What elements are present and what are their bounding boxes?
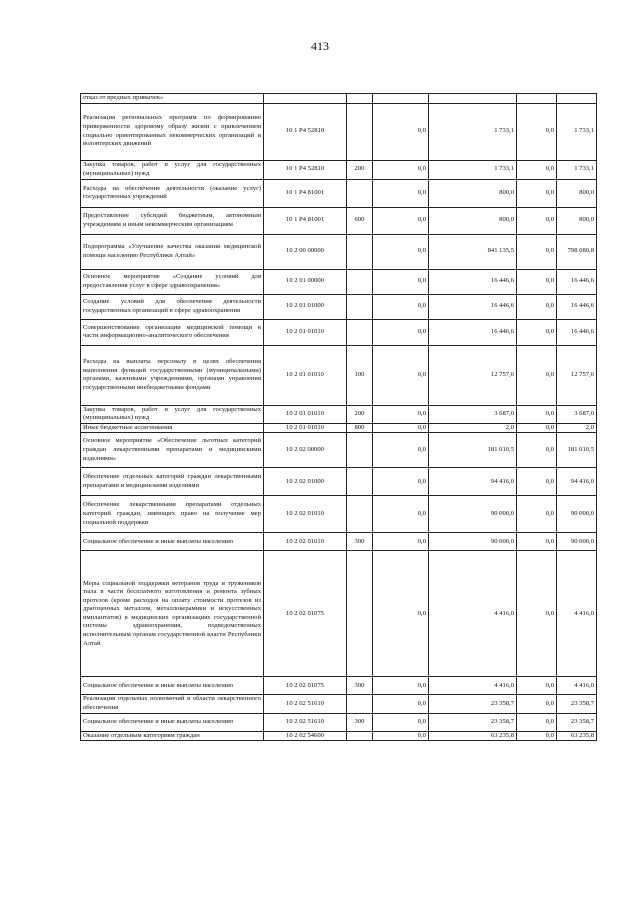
target-code-cell: 10 2 01 01000 (264, 294, 347, 319)
target-code-cell: 10 2 02 54600 (264, 731, 347, 741)
expense-name-cell: Основное мероприятие «Создание условий для предоставления услуг в сфере здравоохранения» (81, 269, 264, 294)
expense-type-cell: 200 (347, 405, 373, 423)
amount-cell: 16 446,6 (557, 269, 597, 294)
target-code-cell: 10 1 Р4 52810 (264, 103, 347, 160)
amount-cell: 63 235,8 (557, 731, 597, 741)
expense-type-cell: 300 (347, 677, 373, 695)
amount-cell: 0,0 (517, 345, 557, 405)
expense-name-cell: Создание условий для обеспечения деятельности государственных организаций в сфере здравоохранения (81, 294, 264, 319)
amount-cell: 0,0 (373, 551, 429, 677)
amount-cell: 90 000,0 (429, 533, 517, 551)
target-code-cell (264, 94, 347, 104)
table-body (81, 94, 597, 741)
expense-name-cell: Закупка товаров, работ и услуг для государственных (муниципальных) нужд (81, 405, 264, 423)
amount-cell: 0,0 (373, 533, 429, 551)
amount-cell: 4 416,0 (557, 677, 597, 695)
amount-cell: 0,0 (517, 677, 557, 695)
amount-cell: 23 358,7 (557, 713, 597, 731)
target-code-cell: 10 2 01 01010 (264, 345, 347, 405)
expense-type-cell: 200 (347, 160, 373, 179)
amount-cell: 800,0 (429, 179, 517, 207)
table-row (81, 160, 597, 179)
amount-cell: 90 000,0 (557, 533, 597, 551)
amount-cell: 0,0 (373, 713, 429, 731)
target-code-cell: 10 2 02 01010 (264, 533, 347, 551)
amount-cell: 16 446,6 (557, 294, 597, 319)
amount-cell: 798 080,8 (557, 234, 597, 269)
amount-cell: 16 446,6 (429, 319, 517, 345)
table-row (81, 294, 597, 319)
expense-type-cell (347, 695, 373, 713)
target-code-cell: 10 2 01 01010 (264, 405, 347, 423)
amount-cell: 94 416,0 (429, 468, 517, 496)
expense-name-cell: Реализация региональных программ по формированию приверженности здоровому образу жизни с привлечением социально ориентированных некоммерческих организаций и волонтерских движений (81, 103, 264, 160)
amount-cell: 23 358,7 (429, 695, 517, 713)
amount-cell: 1 733,1 (557, 103, 597, 160)
expense-type-cell (347, 433, 373, 468)
expense-name-cell: Расходы на обеспечение деятельности (оказание услуг) государственных учреждений (81, 179, 264, 207)
amount-cell: 0,0 (373, 160, 429, 179)
amount-cell: 4 416,0 (429, 677, 517, 695)
amount-cell: 0,0 (517, 207, 557, 234)
expense-type-cell (347, 103, 373, 160)
amount-cell: 0,0 (517, 269, 557, 294)
amount-cell: 0,0 (373, 468, 429, 496)
expense-name-cell: Основное мероприятие «Обеспечение льготных категорий граждан лекарственными препаратами и медицинскими изделиями» (81, 433, 264, 468)
expense-type-cell (347, 319, 373, 345)
target-code-cell: 10 2 01 01010 (264, 319, 347, 345)
table-row (81, 269, 597, 294)
expense-name-cell: Предоставление субсидий бюджетным, автономным учреждениям и иным некоммерческим организациям (81, 207, 264, 234)
table-row (81, 533, 597, 551)
target-code-cell: 10 2 01 01010 (264, 423, 347, 433)
amount-cell: 181 010,5 (429, 433, 517, 468)
expense-type-cell: 300 (347, 533, 373, 551)
table-row (81, 179, 597, 207)
table-row (81, 423, 597, 433)
amount-cell: 181 010,5 (557, 433, 597, 468)
expense-name-cell: отказ от вредных привычек» (81, 94, 264, 104)
table-row (81, 731, 597, 741)
amount-cell: 0,0 (517, 160, 557, 179)
amount-cell: 0,0 (373, 677, 429, 695)
amount-cell: 1 733,1 (429, 160, 517, 179)
amount-cell: 90 000,0 (429, 496, 517, 533)
amount-cell: 0,0 (517, 468, 557, 496)
expense-name-cell: Расходы на выплаты персоналу в целях обеспечения выполнения функций государственными (муниципальными) органами, казенными учреждениями, органами управления государственными внебюджетными фондами (81, 345, 264, 405)
amount-cell: 3 687,0 (557, 405, 597, 423)
amount-cell: 0,0 (517, 713, 557, 731)
expense-name-cell: Совершенствование организации медицинской помощи в части информационно-аналитического обеспечения (81, 319, 264, 345)
expense-name-cell: Иные бюджетные ассигнования (81, 423, 264, 433)
expense-type-cell (347, 269, 373, 294)
amount-cell: 800,0 (557, 207, 597, 234)
amount-cell: 23 358,7 (429, 713, 517, 731)
target-code-cell: 10 2 02 01075 (264, 551, 347, 677)
expense-type-cell (347, 468, 373, 496)
amount-cell: 12 757,6 (429, 345, 517, 405)
target-code-cell: 10 2 02 51610 (264, 713, 347, 731)
amount-cell: 0,0 (373, 695, 429, 713)
amount-cell: 0,0 (517, 405, 557, 423)
table-row (81, 94, 597, 104)
amount-cell: 0,0 (517, 179, 557, 207)
target-code-cell: 10 2 01 00000 (264, 269, 347, 294)
amount-cell: 800,0 (429, 207, 517, 234)
amount-cell: 0,0 (517, 731, 557, 741)
target-code-cell: 10 2 00 00000 (264, 234, 347, 269)
amount-cell (373, 94, 429, 104)
amount-cell: 3 687,0 (429, 405, 517, 423)
amount-cell: 0,0 (517, 319, 557, 345)
expense-name-cell: Социальное обеспечение и иные выплаты населению (81, 533, 264, 551)
amount-cell: 23 358,7 (557, 695, 597, 713)
expense-type-cell: 300 (347, 713, 373, 731)
amount-cell (429, 94, 517, 104)
table-row (81, 433, 597, 468)
amount-cell: 0,0 (517, 103, 557, 160)
target-code-cell: 10 2 02 01075 (264, 677, 347, 695)
expense-name-cell: Социальное обеспечение и иные выплаты населению (81, 713, 264, 731)
table-row (81, 468, 597, 496)
page-number: 413 (311, 39, 329, 53)
amount-cell: 0,0 (517, 294, 557, 319)
amount-cell: 0,0 (517, 551, 557, 677)
expense-type-cell (347, 731, 373, 741)
expense-type-cell (347, 551, 373, 677)
amount-cell: 0,0 (373, 179, 429, 207)
amount-cell: 0,0 (373, 294, 429, 319)
amount-cell: 16 446,6 (429, 294, 517, 319)
amount-cell: 0,0 (517, 695, 557, 713)
amount-cell: 841 135,5 (429, 234, 517, 269)
amount-cell: 0,0 (517, 533, 557, 551)
amount-cell: 94 416,0 (557, 468, 597, 496)
amount-cell: 0,0 (373, 319, 429, 345)
amount-cell: 4 416,0 (429, 551, 517, 677)
target-code-cell: 10 1 Р4 52810 (264, 160, 347, 179)
table-row (81, 695, 597, 713)
amount-cell: 16 446,6 (557, 319, 597, 345)
amount-cell: 0,0 (373, 405, 429, 423)
target-code-cell: 10 2 02 01010 (264, 496, 347, 533)
amount-cell: 0,0 (373, 423, 429, 433)
amount-cell: 0,0 (373, 433, 429, 468)
amount-cell: 0,0 (517, 423, 557, 433)
table-row (81, 677, 597, 695)
amount-cell (557, 94, 597, 104)
amount-cell: 2,0 (429, 423, 517, 433)
table-row (81, 405, 597, 423)
table-row (81, 207, 597, 234)
target-code-cell: 10 2 02 01000 (264, 468, 347, 496)
expense-name-cell: Реализация отдельных полномочий в области лекарственного обеспечения (81, 695, 264, 713)
amount-cell: 0,0 (373, 269, 429, 294)
amount-cell: 12 757,6 (557, 345, 597, 405)
expense-name-cell: Оказание отдельным категориям граждан (81, 731, 264, 741)
target-code-cell: 10 1 Р4 81001 (264, 207, 347, 234)
target-code-cell: 10 2 02 51610 (264, 695, 347, 713)
amount-cell: 63 235,8 (429, 731, 517, 741)
expense-name-cell: Подпрограмма «Улучшение качества оказания медицинской помощи населению Республики Алтай» (81, 234, 264, 269)
amount-cell (517, 94, 557, 104)
table-row (81, 345, 597, 405)
expense-name-cell: Закупка товаров, работ и услуг для государственных (муниципальных) нужд (81, 160, 264, 179)
amount-cell: 0,0 (373, 103, 429, 160)
amount-cell: 1 733,1 (557, 160, 597, 179)
expense-type-cell: 800 (347, 423, 373, 433)
expense-name-cell: Социальное обеспечение и иные выплаты населению (81, 677, 264, 695)
amount-cell: 0,0 (373, 345, 429, 405)
expense-type-cell: 100 (347, 345, 373, 405)
amount-cell: 800,0 (557, 179, 597, 207)
table-row (81, 496, 597, 533)
amount-cell: 2,0 (557, 423, 597, 433)
amount-cell: 0,0 (373, 731, 429, 741)
expense-type-cell (347, 234, 373, 269)
table-row (81, 234, 597, 269)
expense-type-cell (347, 294, 373, 319)
expense-type-cell: 600 (347, 207, 373, 234)
expense-name-cell: Обеспечение отдельных категорий граждан лекарственными препаратами и медицинскими изделиями (81, 468, 264, 496)
table-row (81, 319, 597, 345)
target-code-cell: 10 2 02 00000 (264, 433, 347, 468)
amount-cell: 4 416,0 (557, 551, 597, 677)
amount-cell: 0,0 (373, 496, 429, 533)
expense-name-cell: Меры социальной поддержки ветеранов труда и тружеников тыла в части бесплатного изготовления и ремонта зубных протезов (кроме расходов на оплату стоимости протезов из драгоценных металлов, металлокерамики и искусственных имплантатов) в медицинских организациях государственной системы здравоохранения, подведомственных исполнительным органам государственной власти Республики Алтай (81, 551, 264, 677)
expense-name-cell: Обеспечение лекарственными препаратами отдельных категорий граждан, имеющих право на получение мер социальной поддержки (81, 496, 264, 533)
amount-cell: 0,0 (517, 496, 557, 533)
amount-cell: 1 733,1 (429, 103, 517, 160)
expense-type-cell (347, 179, 373, 207)
amount-cell: 0,0 (373, 234, 429, 269)
target-code-cell: 10 1 Р4 81001 (264, 179, 347, 207)
amount-cell: 0,0 (517, 433, 557, 468)
budget-table (80, 93, 597, 741)
table-row (81, 551, 597, 677)
table-row (81, 103, 597, 160)
amount-cell: 0,0 (517, 234, 557, 269)
amount-cell: 0,0 (373, 207, 429, 234)
expense-type-cell (347, 496, 373, 533)
amount-cell: 16 446,6 (429, 269, 517, 294)
table-row (81, 713, 597, 731)
expense-type-cell (347, 94, 373, 104)
amount-cell: 90 000,0 (557, 496, 597, 533)
